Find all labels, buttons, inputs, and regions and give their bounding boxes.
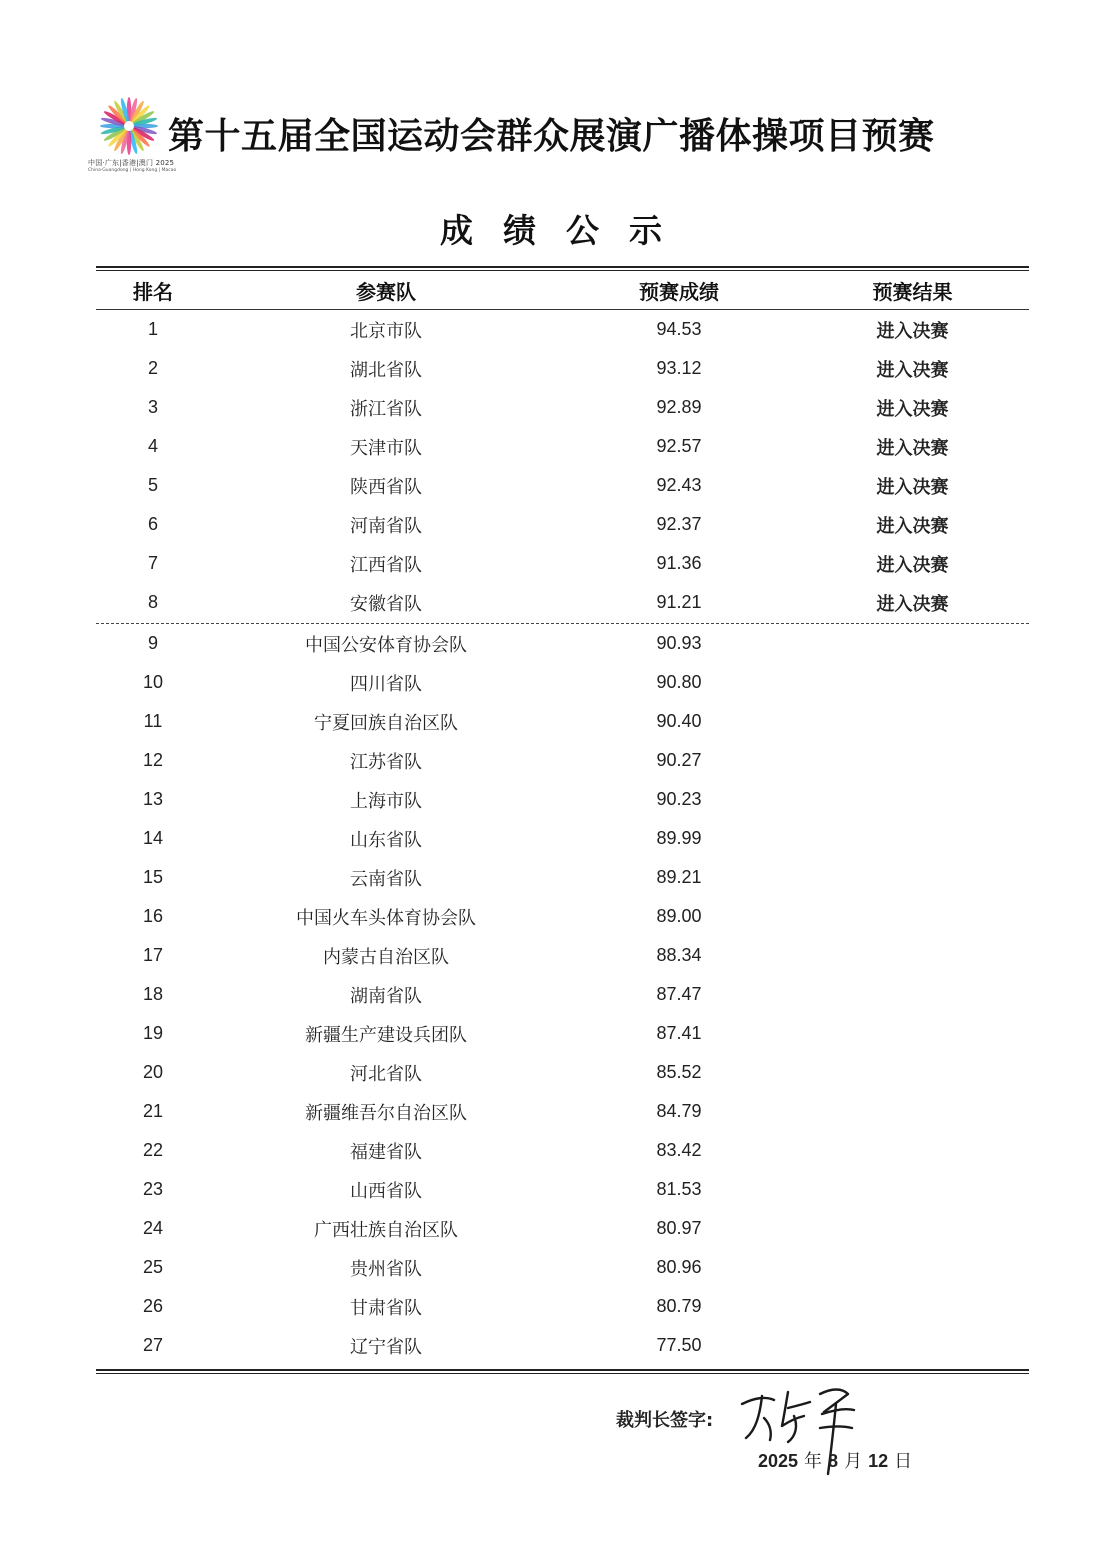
score-cell: 92.57 — [656, 436, 702, 456]
rank-cell: 23 — [142, 1179, 164, 1199]
table-row — [96, 349, 1029, 388]
result-cell: 进入决赛 — [876, 320, 949, 342]
score-cell: 92.89 — [656, 397, 702, 417]
result-cell: 进入决赛 — [876, 398, 949, 420]
table-row — [96, 1248, 1029, 1287]
rank-cell: 13 — [142, 789, 164, 809]
table-row — [96, 1053, 1029, 1092]
chief-judge-signature-label: 裁判长签字: — [616, 1410, 714, 1431]
rank-cell: 27 — [142, 1335, 164, 1355]
team-cell: 山西省队 — [350, 1180, 422, 1202]
score-cell: 83.42 — [656, 1140, 702, 1160]
table-bottom-rule — [96, 1369, 1029, 1374]
table-body — [96, 310, 1029, 1365]
table-row — [96, 310, 1029, 349]
rank-cell: 12 — [142, 750, 164, 770]
team-cell: 河南省队 — [350, 515, 422, 537]
team-cell: 云南省队 — [350, 868, 422, 890]
score-cell: 89.21 — [656, 867, 702, 887]
table-row — [96, 1209, 1029, 1248]
table-row — [96, 663, 1029, 702]
result-cell: 进入决赛 — [876, 554, 949, 576]
table-row — [96, 936, 1029, 975]
table-row — [96, 897, 1029, 936]
rank-cell: 24 — [142, 1218, 164, 1238]
table-row — [96, 780, 1029, 819]
score-cell: 91.21 — [656, 592, 702, 612]
team-cell: 广西壮族自治区队 — [314, 1219, 458, 1241]
rank-cell: 7 — [147, 553, 158, 573]
logo-subcaption: China·Guangdong | Hong Kong | Macao — [88, 168, 177, 173]
table-row — [96, 583, 1029, 622]
rank-cell: 14 — [142, 828, 164, 848]
score-cell: 81.53 — [656, 1179, 702, 1199]
score-cell: 77.50 — [656, 1335, 702, 1355]
score-cell: 85.52 — [656, 1062, 702, 1082]
table-row — [96, 1326, 1029, 1365]
team-cell: 江苏省队 — [350, 751, 422, 773]
date-year-unit: 年 — [804, 1451, 823, 1472]
score-cell: 93.12 — [656, 358, 702, 378]
table-row — [96, 505, 1029, 544]
rank-cell: 3 — [147, 397, 158, 417]
table-row — [96, 741, 1029, 780]
team-cell: 山东省队 — [350, 829, 422, 851]
rank-cell: 18 — [142, 984, 164, 1004]
score-cell: 90.23 — [656, 789, 702, 809]
page-title: 第十五届全国运动会群众展演广播体操项目预赛 — [168, 116, 935, 157]
team-cell: 宁夏回族自治区队 — [314, 712, 458, 734]
score-cell: 80.97 — [656, 1218, 702, 1238]
results-table — [96, 266, 1029, 1374]
team-cell: 新疆维吾尔自治区队 — [305, 1102, 467, 1124]
signature-date — [758, 1447, 918, 1473]
result-cell: 进入决赛 — [876, 476, 949, 498]
rank-cell: 22 — [142, 1140, 164, 1160]
header-result: 预赛结果 — [872, 279, 953, 304]
result-cell: 进入决赛 — [876, 593, 949, 615]
score-cell: 84.79 — [656, 1101, 702, 1121]
date-year: 2025 — [758, 1451, 799, 1471]
score-cell: 90.80 — [656, 672, 702, 692]
rank-cell: 6 — [147, 514, 158, 534]
score-cell: 80.79 — [656, 1296, 702, 1316]
rank-cell: 8 — [147, 592, 158, 612]
page-subtitle: 成绩公示 — [440, 211, 692, 250]
date-month-unit: 月 — [844, 1451, 863, 1472]
team-cell: 辽宁省队 — [350, 1336, 422, 1358]
team-cell: 北京市队 — [350, 320, 422, 342]
rank-cell: 10 — [142, 672, 164, 692]
score-cell: 87.47 — [656, 984, 702, 1004]
table-row — [96, 975, 1029, 1014]
table-row — [96, 1014, 1029, 1053]
team-cell: 福建省队 — [350, 1141, 422, 1163]
team-cell: 湖北省队 — [350, 359, 422, 381]
result-cell: 进入决赛 — [876, 515, 949, 537]
score-cell: 92.43 — [656, 475, 702, 495]
table-row — [96, 1092, 1029, 1131]
team-cell: 陕西省队 — [350, 476, 422, 498]
date-day: 12 — [868, 1451, 889, 1471]
rank-cell: 11 — [143, 711, 163, 731]
score-cell: 88.34 — [656, 945, 702, 965]
table-header-row — [96, 271, 1029, 310]
table-row — [96, 819, 1029, 858]
rank-cell: 9 — [147, 633, 158, 653]
document-header — [88, 92, 1018, 182]
logo-caption: 中国·广东|香港|澳门 2025 — [88, 159, 175, 167]
team-cell: 安徽省队 — [350, 593, 422, 615]
team-cell: 天津市队 — [350, 437, 422, 459]
score-cell: 90.93 — [656, 633, 702, 653]
team-cell: 内蒙古自治区队 — [323, 946, 449, 968]
result-cell: 进入决赛 — [876, 437, 949, 459]
team-cell: 河北省队 — [350, 1063, 422, 1085]
rank-cell: 17 — [142, 945, 164, 965]
score-cell: 90.27 — [656, 750, 702, 770]
rank-cell: 15 — [142, 867, 164, 887]
team-cell: 江西省队 — [350, 554, 422, 576]
team-cell: 中国火车头体育协会队 — [296, 907, 476, 929]
score-cell: 80.96 — [656, 1257, 702, 1277]
date-month: 8 — [828, 1451, 839, 1471]
table-row — [96, 858, 1029, 897]
team-cell: 贵州省队 — [350, 1258, 422, 1280]
table-row — [96, 388, 1029, 427]
rank-cell: 19 — [142, 1023, 164, 1043]
table-row — [96, 624, 1029, 663]
header-score: 预赛成绩 — [639, 279, 719, 304]
date-day-unit: 日 — [894, 1451, 913, 1472]
score-cell: 94.53 — [656, 319, 702, 339]
team-cell: 甘肃省队 — [350, 1297, 422, 1319]
rank-cell: 5 — [147, 475, 158, 495]
rank-cell: 25 — [142, 1257, 164, 1277]
team-cell: 上海市队 — [350, 790, 422, 812]
rank-cell: 4 — [147, 436, 158, 456]
team-cell: 中国公安体育协会队 — [305, 634, 467, 656]
team-cell: 湖南省队 — [350, 985, 422, 1007]
score-cell: 92.37 — [656, 514, 702, 534]
table-row — [96, 1287, 1029, 1326]
rank-cell: 21 — [142, 1101, 164, 1121]
score-cell: 90.40 — [656, 711, 702, 731]
score-cell: 89.00 — [656, 906, 702, 926]
score-cell: 91.36 — [656, 553, 702, 573]
team-cell: 四川省队 — [350, 673, 422, 695]
result-cell: 进入决赛 — [876, 359, 949, 381]
team-cell: 新疆生产建设兵团队 — [305, 1024, 467, 1046]
table-row — [96, 1131, 1029, 1170]
score-cell: 87.41 — [656, 1023, 702, 1043]
team-cell: 浙江省队 — [350, 398, 422, 420]
table-row — [96, 702, 1029, 741]
header-rank: 排名 — [133, 279, 173, 304]
rank-cell: 2 — [147, 358, 158, 378]
table-row — [96, 544, 1029, 583]
table-row — [96, 466, 1029, 505]
rank-cell: 16 — [142, 906, 164, 926]
table-row — [96, 1170, 1029, 1209]
rank-cell: 20 — [142, 1062, 164, 1082]
rank-cell: 26 — [142, 1296, 164, 1316]
table-row — [96, 427, 1029, 466]
rank-cell: 1 — [147, 319, 158, 339]
score-cell: 89.99 — [656, 828, 702, 848]
header-team: 参赛队 — [356, 279, 416, 304]
